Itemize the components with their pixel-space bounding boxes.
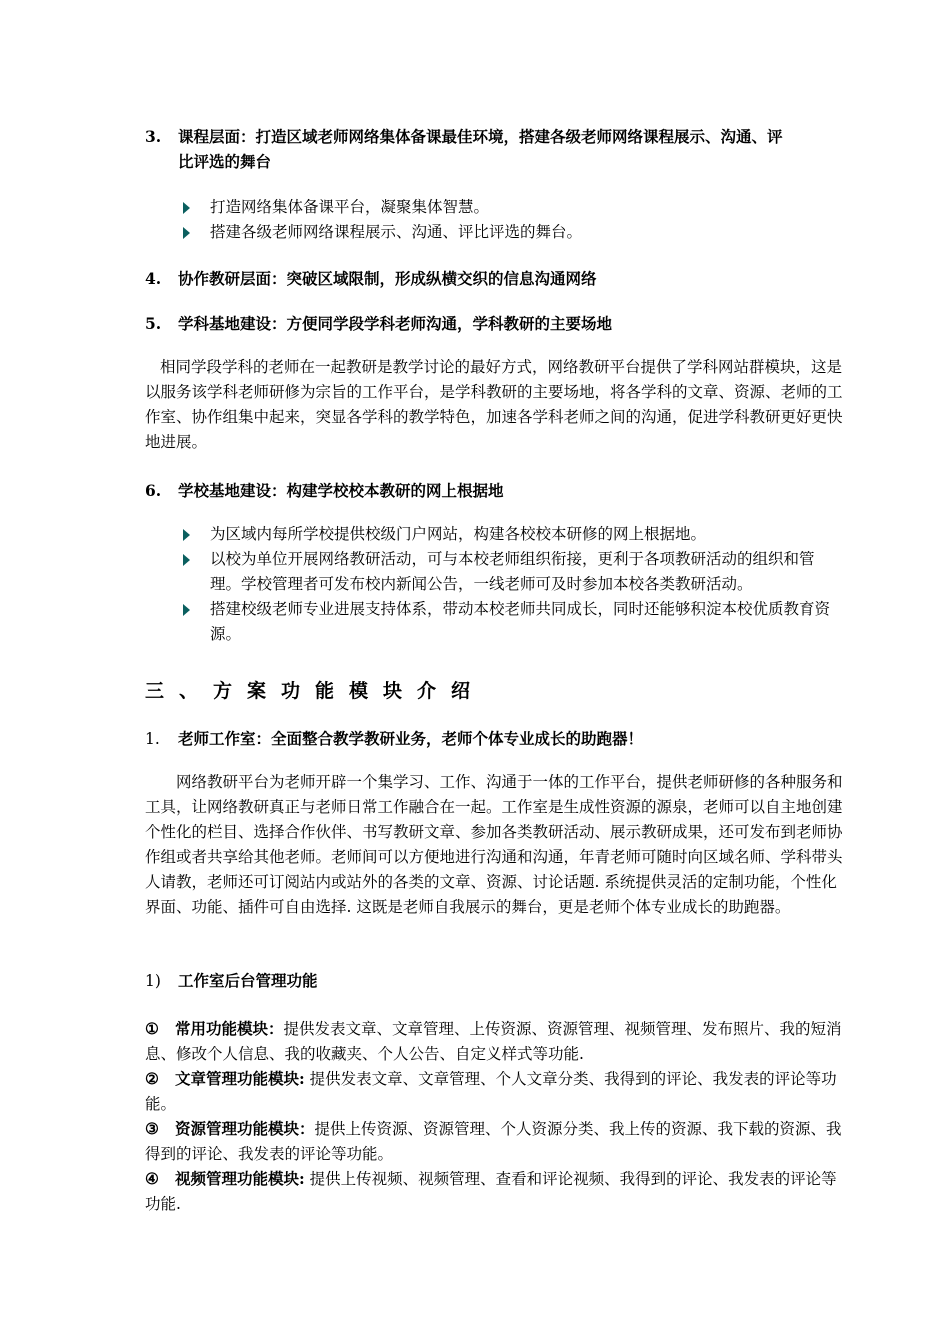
heading-number: 4. (145, 269, 162, 288)
function-label: 资源管理功能模块： (175, 1119, 315, 1138)
circled-number: ③ (145, 1119, 159, 1138)
list-item: 搭建校级老师专业进展支持体系，带动本校老师共同成长，同时还能够积淀本校优质教育资源。 (180, 597, 840, 647)
triangle-bullet-icon (183, 554, 190, 566)
heading-number: 3. (145, 127, 162, 146)
heading-number: 5. (145, 314, 162, 333)
function-label: 文章管理功能模块: (175, 1069, 305, 1088)
paragraph-subject-base: 相同学段学科的老师在一起教研是教学讨论的最好方式，网络教研平台提供了学科网站群模块，这是以服务该学科老师研修为宗旨的工作平台，是学科教研的主要场地，将各学科的文章、资源、老师的工作室、协作组集中起来，突显各学科的教学特色，加速各学科老师之间的沟通，促进学科教研更好更快地进展。 (145, 358, 843, 451)
circled-number: ② (145, 1069, 159, 1088)
list-item: 搭建各级老师网络课程展示、沟通、评比评选的舞台。 (180, 220, 840, 245)
function-text: 提供上传资源、资源管理、个人资源分类、我上传的资源、我下载的资源、我得到的评论、我发表的评论等功能。 (145, 1120, 842, 1163)
heading-text: 学校基地建设：构建学校校本教研的网上根据地 (178, 481, 504, 500)
heading-6 (145, 478, 845, 503)
list-item: 打造网络集体备课平台，凝聚集体智慧。 (180, 195, 840, 220)
heading-4 (145, 266, 845, 291)
heading-text: 协作教研层面：突破区域限制，形成纵横交织的信息沟通网络 (178, 269, 597, 288)
heading-3 (145, 124, 845, 174)
function-text: 提供上传视频、视频管理、查看和评论视频、我得到的评论、我发表的评论等功能. (145, 1170, 837, 1213)
heading-text: 学科基地建设：方便同学段学科老师沟通，学科教研的主要场地 (178, 314, 613, 333)
function-article (145, 1066, 845, 1117)
section-title: 三、方案功能模块介绍 (145, 680, 486, 702)
sub-heading-backend (145, 968, 318, 994)
circled-number: ① (145, 1019, 159, 1038)
triangle-bullet-icon (183, 202, 190, 214)
subsection-number: 1. (145, 730, 160, 748)
circled-number: ④ (145, 1169, 159, 1188)
heading-text: 课程层面：打造区域老师网络集体备课最佳环境，搭建各级老师网络课程展示、沟通、评 (178, 127, 783, 146)
heading-5 (145, 311, 845, 336)
heading-number: 6. (145, 481, 162, 500)
sub-number: 1) (145, 972, 161, 990)
function-text: 提供发表文章、文章管理、个人文章分类、我得到的评论、我发表的评论等功能。 (145, 1070, 837, 1113)
list-item: 以校为单位开展网络教研活动，可与本校老师组织衔接，更利于各项教研活动的组织和管理。学校管理者可发布校内新闻公告，一线老师可及时参加本校各类教研活动。 (180, 547, 840, 597)
triangle-bullet-icon (183, 227, 190, 239)
function-resource (145, 1116, 845, 1167)
function-text: 提供发表文章、文章管理、上传资源、资源管理、视频管理、发布照片、我的短消息、修改个人信息、我的收藏夹、个人公告、自定义样式等功能. (145, 1020, 842, 1063)
paragraph-teacher-studio: 网络教研平台为老师开辟一个集学习、工作、沟通于一体的工作平台，提供老师研修的各种服务和工具，让网络教研真正与老师日常工作融合在一起。工作室是生成性资源的源泉，老师可以自主地创建个性化的栏目、选择合作伙伴、书写教研文章、参加各类教研活动、展示教研成果，还可发布到老师协作组或者共享给其他老师。老师间可以方便地进行沟通和沟通，年青老师可随时向区域名师、学科带头人请教，老师还可订阅站内或站外的各类的文章、资源、讨论话题. 系统提供灵活的定制功能，个性化界面、功能、插件可自由选择. 这既是老师自我展示的舞台，更是老师个体专业成长的助跑器。 (145, 773, 843, 916)
bullet-list-6 (180, 522, 840, 647)
function-video (145, 1166, 845, 1217)
triangle-bullet-icon (183, 604, 190, 616)
sub-text: 工作室后台管理功能 (178, 971, 318, 990)
subsection-heading-1 (145, 726, 643, 752)
triangle-bullet-icon (183, 529, 190, 541)
function-label: 常用功能模块： (175, 1019, 284, 1038)
subsection-text: 老师工作室：全面整合教学教研业务，老师个体专业成长的助跑器！ (178, 729, 644, 748)
bullet-list-3 (180, 195, 840, 245)
function-label: 视频管理功能模块: (175, 1169, 305, 1188)
list-item: 为区域内每所学校提供校级门户网站，构建各校校本研修的网上根据地。 (180, 522, 840, 547)
function-common (145, 1016, 845, 1067)
heading-text-continued: 比评选的舞台 (178, 152, 272, 171)
